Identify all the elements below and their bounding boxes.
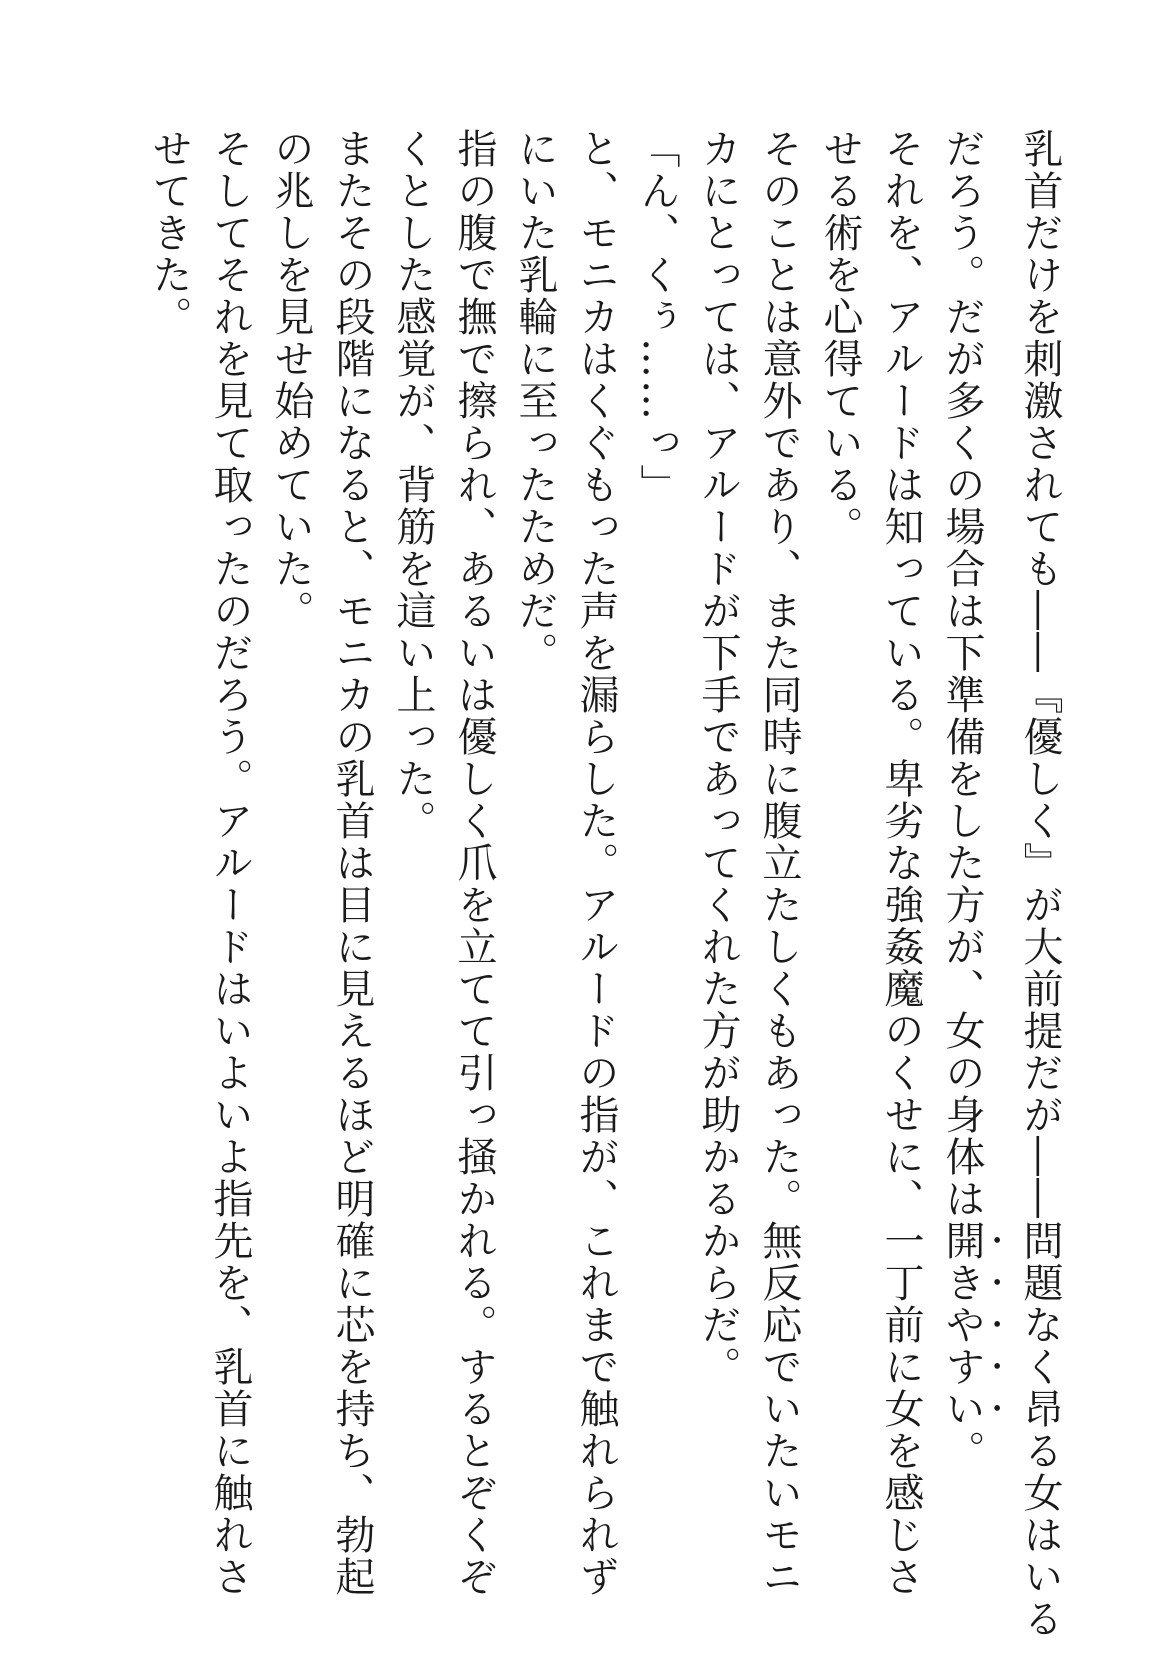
text-line-5: そのことは意外であり、また同時に腹立たしくもあった。無反応でいたいモニ bbox=[756, 128, 802, 1598]
text-line-15: せてきた。 bbox=[146, 128, 192, 338]
vertical-text-body bbox=[138, 128, 1070, 1640]
text-line-2 bbox=[931, 128, 1009, 1548]
text-line-2-part-1: だろう。だが多くの場合は下準備をした方が、女の身体は bbox=[939, 128, 985, 1220]
text-line-9: にいた乳輪に至ったためだ。 bbox=[512, 128, 558, 674]
text-line-2-emphasis: 開きやすい bbox=[939, 1220, 985, 1430]
text-line-7: 「ん、くぅ……っ」 bbox=[634, 128, 680, 506]
text-line-2-part-3: 。 bbox=[939, 1430, 985, 1472]
text-line-12: またその段階になると、モニカの乳首は目に見えるほど明確に芯を持ち、勃起 bbox=[329, 128, 375, 1598]
text-line-10: 指の腹で撫で擦られ、あるいは優しく爪を立てて引っ掻かれる。するとぞくぞ bbox=[451, 128, 497, 1598]
text-line-8: と、モニカはくぐもった声を漏らした。アルードの指が、これまで触れられず bbox=[573, 128, 619, 1598]
text-line-13: の兆しを見せ始めていた。 bbox=[268, 128, 314, 632]
text-line-3: それを、アルードは知っている。卑劣な強姦魔のくせに、一丁前に女を感じさ bbox=[878, 128, 924, 1598]
text-line-14: そしてそれを見て取ったのだろう。アルードはいよいよ指先を、乳首に触れさ bbox=[207, 128, 253, 1598]
text-line-6: カにとっては、アルードが下手であってくれた方が助かるからだ。 bbox=[695, 128, 741, 1388]
text-line-1: 乳首だけを刺激されても――『優しく』が大前提だが――問題なく昂る女はいる bbox=[1017, 128, 1063, 1640]
text-line-11: くとした感覚が、背筋を這い上った。 bbox=[390, 128, 436, 842]
text-line-4: せる術を心得ている。 bbox=[817, 128, 863, 548]
